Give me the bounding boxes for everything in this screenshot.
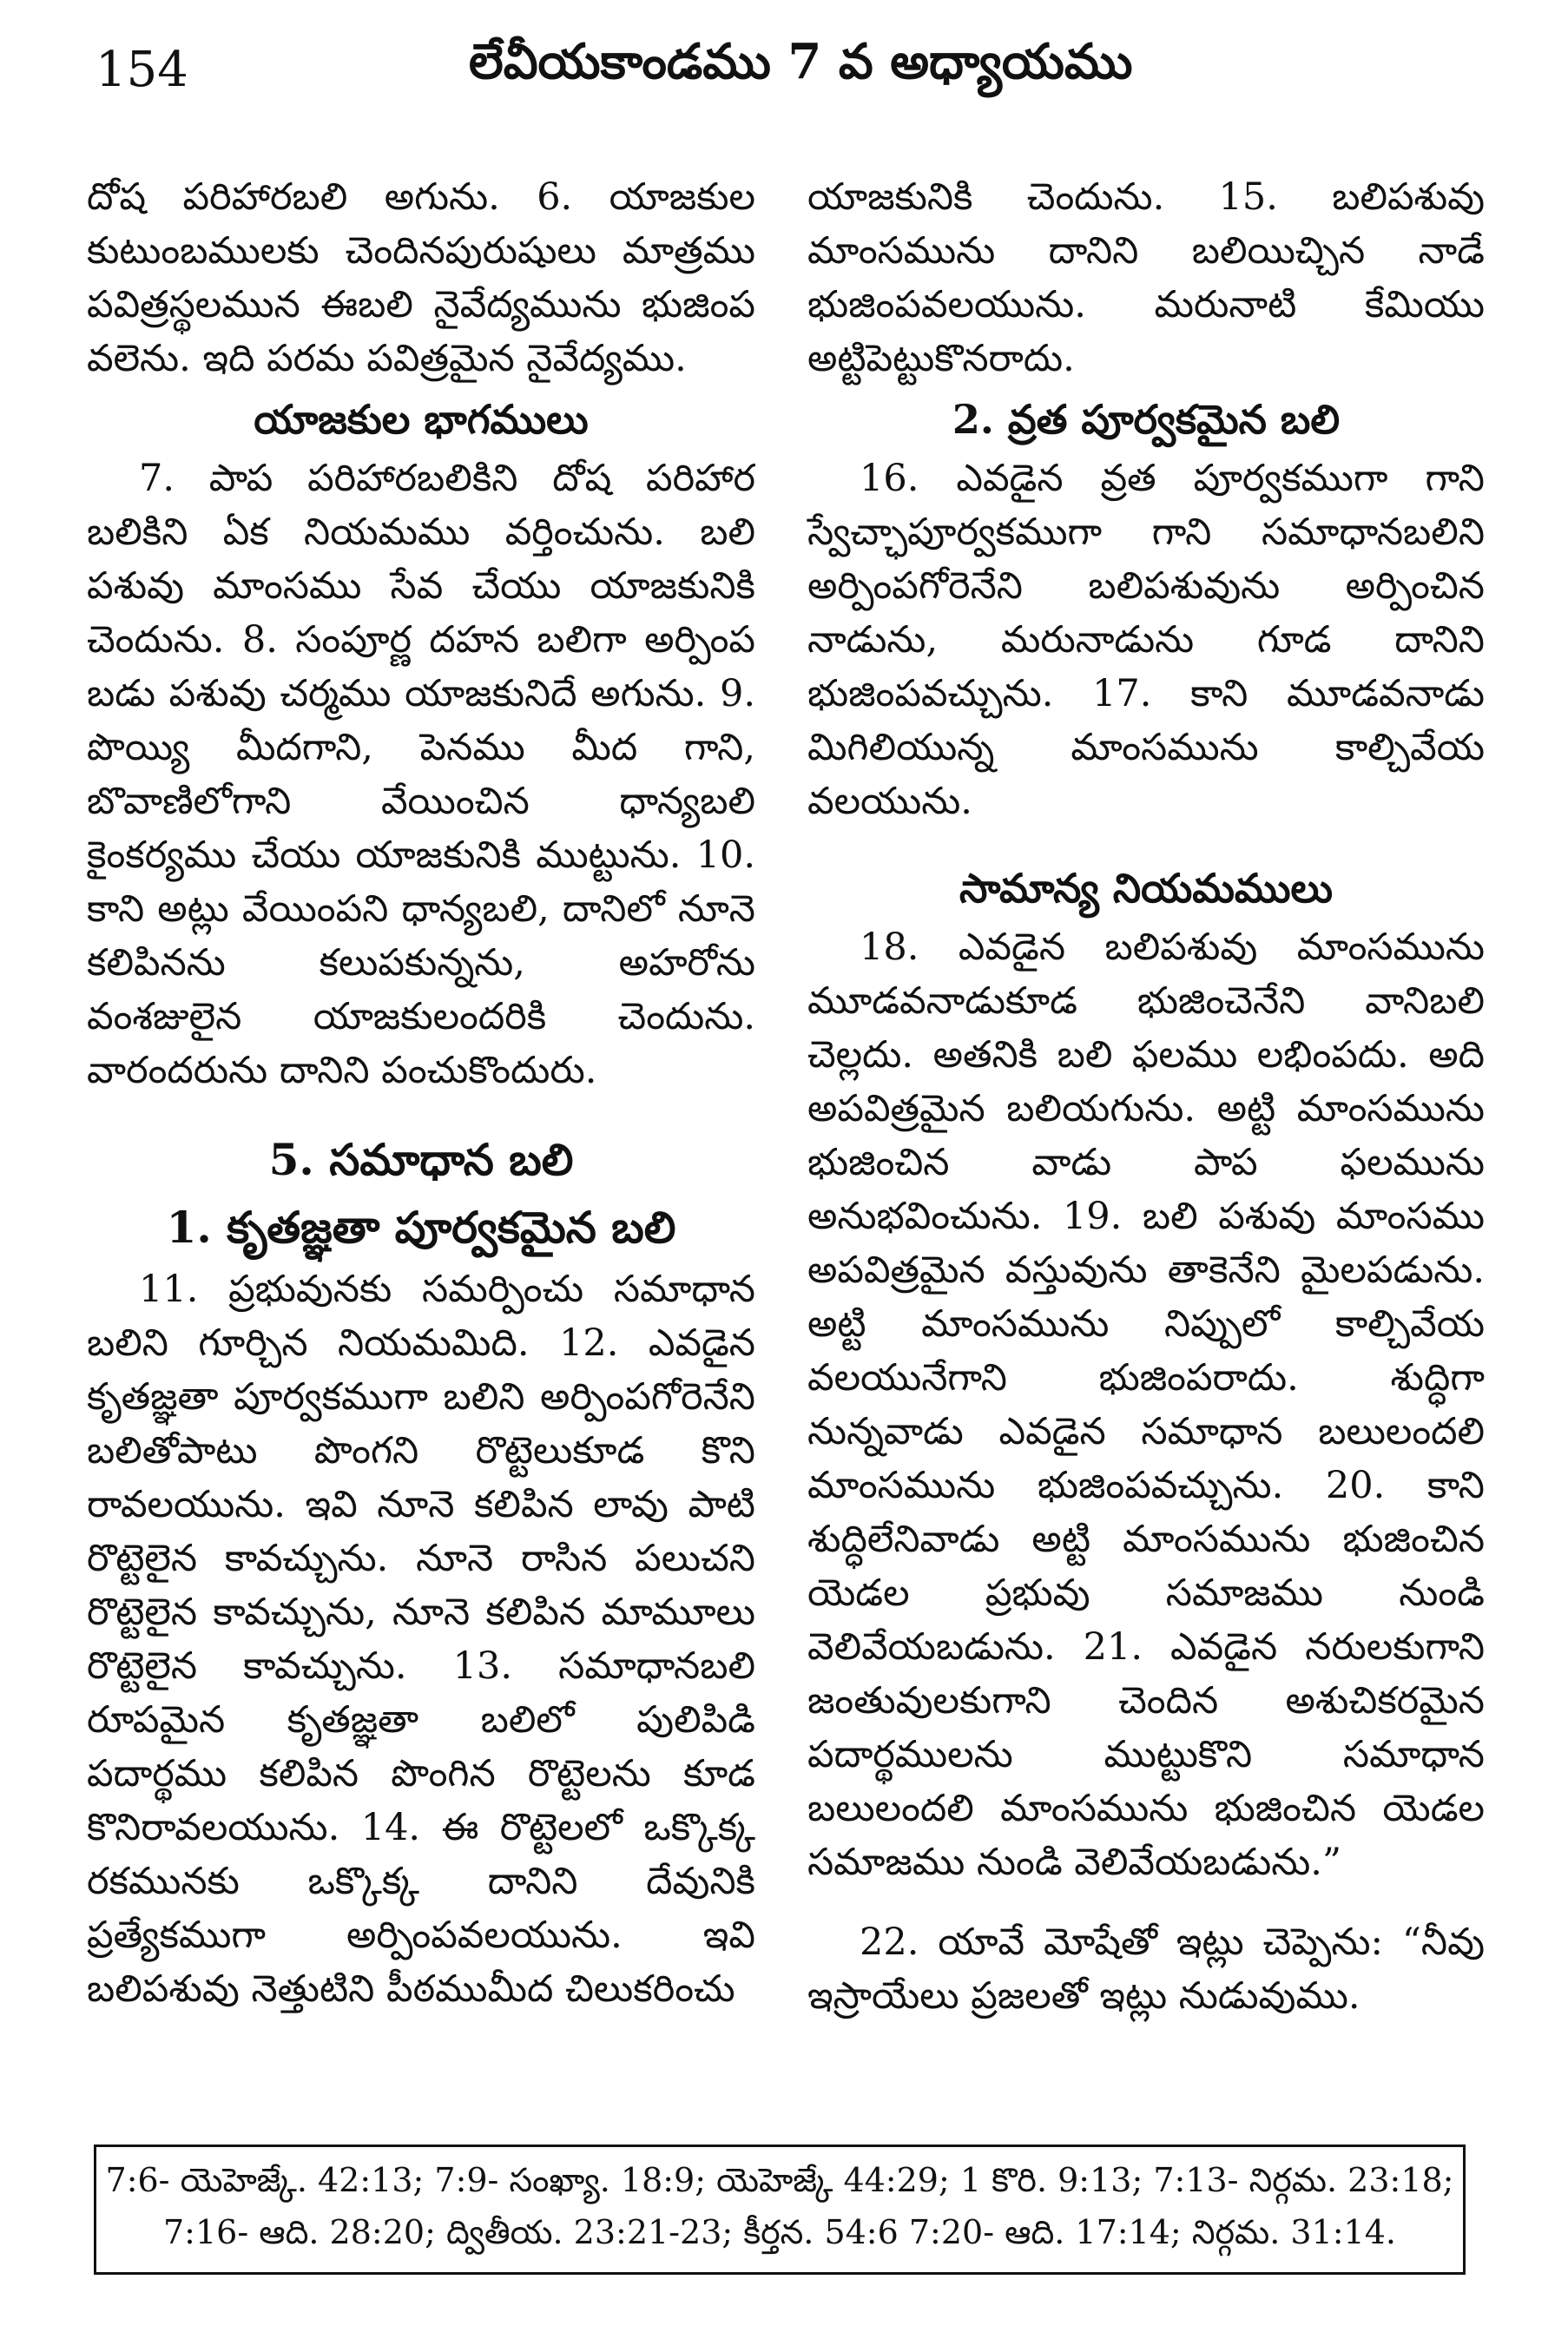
- paragraph: 18. ఎవడైన బలిపశువు మాంసమును మూడవనాడుకూడ భుజించెనేని వానిబలి చెల్లదు. అతనికి బలి ఫలము లభింపదు. అది అపవిత్రమైన బలియగును. అట్టి మాంసమును భుజించిన వాడు పాప ఫలమును అనుభవించును. 19. బలి పశువు మాంసము అపవిత్రమైన వస్తువును తాకెనేని మైలపడును. అట్టి మాంసమును నిప్పులో కాల్చివేయ వలయునేగాని భుజింపరాదు. శుద్ధిగా నున్నవాడు ఎవడైన సమాధాన బలులందలి మాంసమును భుజింపవచ్చును. 20. కాని శుద్ధిలేనివాడు అట్టి మాంసమును భుజించిన యెడల ప్రభువు సమాజము నుండి వెలివేయబడును. 21. ఎవడైన నరులకుగాని జంతువులకుగాని చెందిన అశుచికరమైన పదార్థములను ముట్టుకొని సమాధాన బలులందలి మాంసమును భుజించిన యెడల సమాజము నుండి వెలివేయబడును.”: [807, 926, 1485, 1884]
- cross-reference-box: [94, 2144, 1466, 2275]
- paragraph: 16. ఎవడైన వ్రత పూర్వకముగా గాని స్వేచ్ఛాపూర్వకముగా గాని సమాధానబలిని అర్పింపగోరెనేని బలిపశువును అర్పించిన నాడును, మరునాడును గూడ దానిని భుజింపవచ్చును. 17. కాని మూడవనాడు మిగిలియున్న మాంసమును కాల్చివేయ వలయును.: [807, 457, 1485, 823]
- paragraph: 22. యావే మోషేతో ఇట్లు చెప్పెను: “నీవు ఇస్రాయేలు ప్రజలతో ఇట్లు నుడువుము.: [807, 1920, 1485, 2018]
- right-column: [807, 170, 1485, 2023]
- cross-reference-line: 7:6- యెహెజ్కే. 42:13; 7:9- సంఖ్యా. 18:9; యెహెజ్కే 44:29; 1 కొరి. 9:13; 7:13- నిర్గమ. 23:18;: [105, 2161, 1454, 2199]
- section-heading: సామాన్య నియమములు: [959, 865, 1334, 912]
- running-title: లేవీయకాండము 7 వ అధ్యాయము: [469, 33, 1133, 90]
- page-header: [96, 33, 1476, 128]
- paragraph: 7. పాప పరిహారబలికిని దోష పరిహార బలికిని ఏక నియమము వర్తించును. బలి పశువు మాంసము సేవ చేయు యాజకునికి చెందును. 8. సంపూర్ణ దహన బలిగా అర్పింప బడు పశువు చర్మము యాజకునిదే అగును. 9. పొయ్యి మీదగాని, పెనము మీద గాని, బొవాణిలోగాని వేయించిన ధాన్యబలి కైంకర్యము చేయు యాజకునికి ముట్టును. 10. కాని అట్లు వేయింపని ధాన్యబలి, దానిలో నూనె కలిపినను కలుపకున్నను, అహరోను వంశజులైన యాజకులందరికి చెందును. వారందరును దానిని పంచుకొందురు.: [87, 457, 755, 1092]
- section-heading: 2. వ్రత పూర్వకమైన బలి: [952, 396, 1341, 443]
- paragraph: యాజకునికి చెందును. 15. బలిపశువు మాంసమును దానిని బలియిచ్చిన నాడే భుజింపవలయును. మరునాటి కేమియు అట్టిపెట్టుకొనరాదు.: [807, 175, 1485, 380]
- section-heading: యాజకుల భాగములు: [254, 396, 589, 443]
- paragraph: 11. ప్రభువునకు సమర్పించు సమాధాన బలిని గూర్చిన నియమమిది. 12. ఎవడైన కృతజ్ఞతా పూర్వకముగా బలిని అర్పింపగోరెనేని బలితోపాటు పొంగని రొట్టెలుకూడ కొని రావలయును. ఇవి నూనె కలిపిన లావు పాటి రొట్టెలైన కావచ్చును. నూనె రాసిన పలుచని రొట్టెలైన కావచ్చును, నూనె కలిపిన మామూలు రొట్టెలైన కావచ్చును. 13. సమాధానబలి రూపమైన కృతజ్ఞతా బలిలో పులిపిడి పదార్థము కలిపిన పొంగిన రొట్టెలను కూడ కొనిరావలయును. 14. ఈ రొట్టెలలో ఒక్కొక్క రకమునకు ఒక్కొక్క దానిని దేవునికి ప్రత్యేకముగా అర్పింపవలయును. ఇవి బలిపశువు నెత్తుటిని పీఠముమీద చిలుకరించు: [87, 1268, 755, 2011]
- section-heading: 1. కృతజ్ఞతా పూర్వకమైన బలి: [166, 1202, 676, 1253]
- section-heading: 5. సమాధాన బలి: [268, 1134, 574, 1185]
- cross-reference-line: 7:16- ఆది. 28:20; ద్వితీయ. 23:21-23; కీర్తన. 54:6 7:20- ఆది. 17:14; నిర్గమ. 31:14.: [163, 2213, 1396, 2251]
- paragraph: దోష పరిహారబలి అగును. 6. యాజకుల కుటుంబములకు చెందినపురుషులు మాత్రము పవిత్రస్థలమున ఈబలి నైవేద్యమును భుజింప వలెను. ఇది పరమ పవిత్రమైన నైవేద్యము.: [87, 175, 755, 380]
- left-column: [87, 170, 755, 2016]
- page-number: 154: [96, 42, 188, 98]
